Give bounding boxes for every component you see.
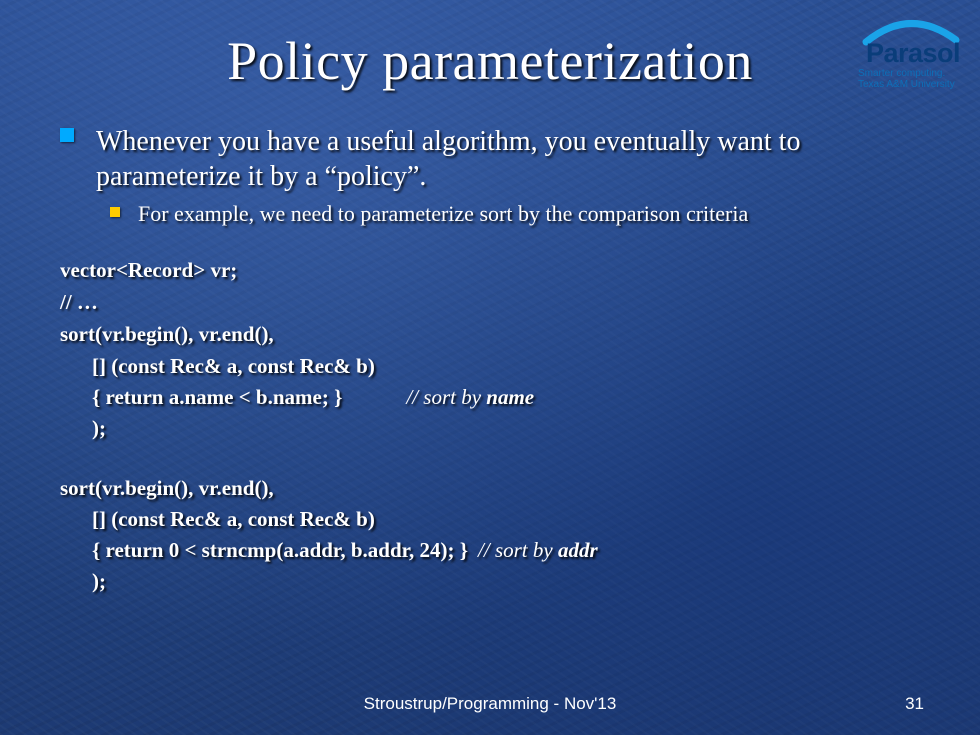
bullet-text-1: Whenever you have a useful algorithm, you eventually want to parameterize it by a “policy”. <box>96 126 801 192</box>
footer-text: Stroustrup/Programming - Nov'13 <box>363 694 617 713</box>
sub-bullet-square-icon <box>110 207 120 217</box>
code-line-1: vector<Record> vr; <box>60 258 238 282</box>
bullet-square-icon <box>60 128 74 142</box>
code-line-5-text: { return a.name < b.name; } <box>92 385 343 409</box>
logo-tagline <box>858 68 955 90</box>
logo-name: Parasol <box>865 38 960 68</box>
code-line-9 <box>92 535 598 565</box>
comment-word: addr <box>557 538 598 562</box>
code-line-2: // … <box>60 290 98 314</box>
code-line-5 <box>92 382 534 412</box>
code-line-4: [] (const Rec& a, const Rec& b) <box>92 354 375 378</box>
code-line-6: ); <box>92 416 106 440</box>
logo-tagline-2: Texas A&M University <box>858 79 955 90</box>
page-number: 31 <box>905 694 924 713</box>
code-line-9-text: { return 0 < strncmp(a.addr, b.addr, 24); } <box>92 538 469 562</box>
comment-prefix: // sort by <box>406 385 487 409</box>
comment-prefix: // sort by <box>478 538 558 562</box>
code-line-7: sort(vr.begin(), vr.end(), <box>60 476 274 500</box>
code-line-10: ); <box>92 569 106 593</box>
logo-tagline-1: Smarter computing. <box>858 68 946 79</box>
code-comment-name <box>406 385 534 409</box>
code-comment-addr <box>478 538 598 562</box>
slide-title: Policy parameterization <box>227 31 753 91</box>
bullet-text-2: For example, we need to parameterize sort by the comparison criteria <box>138 201 749 226</box>
comment-word: name <box>486 385 535 409</box>
parasol-logo <box>852 12 968 94</box>
code-line-8: [] (const Rec& a, const Rec& b) <box>92 507 375 531</box>
code-line-3: sort(vr.begin(), vr.end(), <box>60 322 274 346</box>
